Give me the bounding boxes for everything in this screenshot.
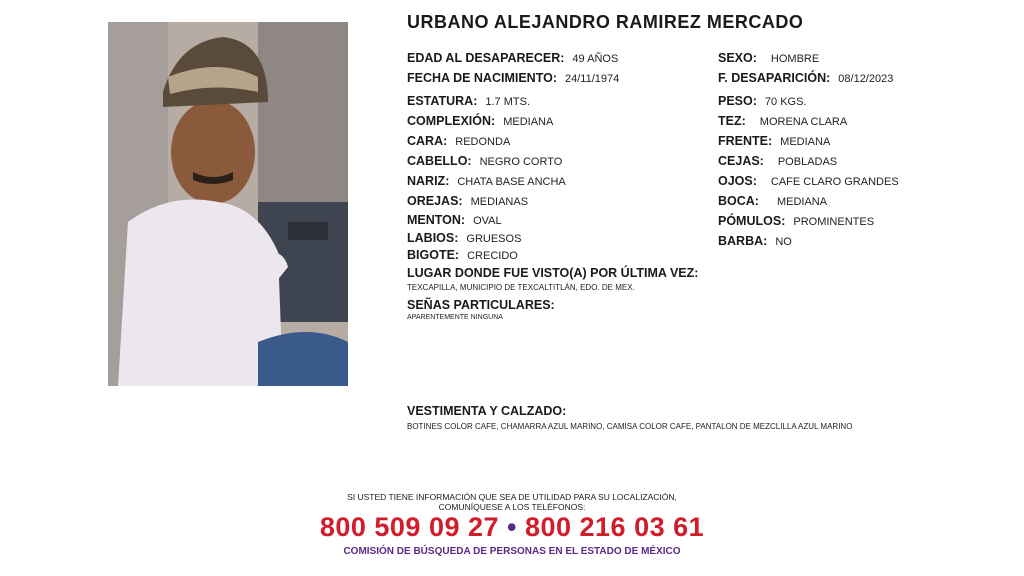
field-face xyxy=(407,134,510,148)
bullet-separator: • xyxy=(507,512,517,542)
field-label: COMPLEXIÓN: xyxy=(407,114,496,128)
field-ears xyxy=(407,194,528,208)
field-nose xyxy=(407,174,566,188)
field-label: CABELLO: xyxy=(407,154,472,168)
field-label: LUGAR DONDE FUE VISTO(A) POR ÚLTIMA VEZ: xyxy=(407,266,699,280)
field-chin xyxy=(407,213,502,227)
photo-illustration xyxy=(108,22,348,386)
field-label: LABIOS: xyxy=(407,231,459,245)
field-label: EDAD AL DESAPARECER: xyxy=(407,51,565,65)
field-value: HOMBRE xyxy=(770,53,820,65)
field-value: MEDIANAS xyxy=(470,196,529,208)
field-lips xyxy=(407,231,521,245)
field-label: NARIZ: xyxy=(407,174,450,188)
field-height xyxy=(407,94,530,108)
last-seen-value: TEXCAPILLA, MUNICIPIO DE TEXCALTITLÁN, EDO. DE MEX. xyxy=(407,283,635,292)
contact-note-line-1: SI USTED TIENE INFORMACIÓN QUE SEA DE UTILIDAD PARA SU LOCALIZACIÓN, xyxy=(347,492,677,502)
field-value: 08/12/2023 xyxy=(838,73,894,85)
field-sex xyxy=(718,51,819,65)
field-value: NO xyxy=(775,236,792,248)
field-value: 24/11/1974 xyxy=(565,73,620,85)
field-label: ESTATURA: xyxy=(407,94,478,108)
field-label: BIGOTE: xyxy=(407,248,460,262)
field-weight xyxy=(718,94,806,108)
field-value: PROMINENTES xyxy=(793,216,875,228)
clothing-heading xyxy=(407,404,566,418)
particular-signs-value: APARENTEMENTE NINGUNA xyxy=(407,314,503,321)
field-value: POBLADAS xyxy=(777,156,838,168)
field-label: F. DESAPARICIÓN: xyxy=(718,71,831,85)
field-hair xyxy=(407,154,562,168)
field-build xyxy=(407,114,553,128)
field-value: 49 AÑOS xyxy=(572,53,619,65)
field-value: NEGRO CORTO xyxy=(479,156,563,168)
field-value: MEDIANA xyxy=(780,136,831,148)
phone-number-2[interactable]: 800 216 03 61 xyxy=(524,512,705,542)
field-label: FECHA DE NACIMIENTO: xyxy=(407,71,557,85)
clothing-value: BOTINES COLOR CAFE, CHAMARRA AZUL MARINO, CAMISA COLOR CAFE, PANTALON DE MEZCLILLA AZUL MARINO xyxy=(407,422,853,431)
field-disappearance-date xyxy=(718,71,893,85)
field-mouth xyxy=(718,194,827,208)
field-label: CEJAS: xyxy=(718,154,764,168)
field-label: FRENTE: xyxy=(718,134,773,148)
field-label: VESTIMENTA Y CALZADO: xyxy=(407,404,567,418)
person-name: URBANO ALEJANDRO RAMIREZ MERCADO xyxy=(407,12,804,32)
field-birth-date xyxy=(407,71,619,85)
field-eyebrows xyxy=(718,154,837,168)
field-label: SEÑAS PARTICULARES: xyxy=(407,298,555,312)
field-value: 70 KGS. xyxy=(764,96,807,108)
field-complexion xyxy=(718,114,847,128)
field-value: 1.7 MTS. xyxy=(485,96,530,108)
field-label: BOCA: xyxy=(718,194,759,208)
field-value: MEDIANA xyxy=(776,196,828,208)
field-value: CRECIDO xyxy=(467,250,518,262)
field-label: OJOS: xyxy=(718,174,757,188)
field-label: BARBA: xyxy=(718,234,768,248)
field-label: MENTON: xyxy=(407,213,466,227)
contact-note-line-2: COMUNÍQUESE A LOS TELÉFONOS: xyxy=(438,502,586,512)
last-seen-heading xyxy=(407,266,698,280)
field-label: PESO: xyxy=(718,94,757,108)
agency-name: COMISIÓN DE BÚSQUEDA DE PERSONAS EN EL ESTADO DE MÉXICO xyxy=(343,546,681,557)
field-eyes xyxy=(718,174,899,188)
field-label: PÓMULOS: xyxy=(718,214,786,228)
missing-person-photo xyxy=(108,22,348,386)
particular-signs-heading xyxy=(407,298,555,312)
phone-numbers xyxy=(0,512,1024,543)
field-value: MORENA CLARA xyxy=(759,116,848,128)
field-value: REDONDA xyxy=(455,136,511,148)
field-cheekbones xyxy=(718,214,874,228)
field-value: MEDIANA xyxy=(503,116,554,128)
field-value: GRUESOS xyxy=(466,233,522,245)
field-mustache xyxy=(407,248,518,262)
field-beard xyxy=(718,234,792,248)
field-forehead xyxy=(718,134,830,148)
field-label: SEXO: xyxy=(718,51,757,65)
field-label: TEZ: xyxy=(718,114,746,128)
field-label: OREJAS: xyxy=(407,194,463,208)
phone-number-1[interactable]: 800 509 09 27 xyxy=(319,512,500,542)
field-age-at-disappearance xyxy=(407,51,618,65)
field-label: CARA: xyxy=(407,134,448,148)
field-value: CAFE CLARO GRANDES xyxy=(770,176,899,188)
field-value: CHATA BASE ANCHA xyxy=(457,176,566,188)
field-value: OVAL xyxy=(473,215,502,227)
